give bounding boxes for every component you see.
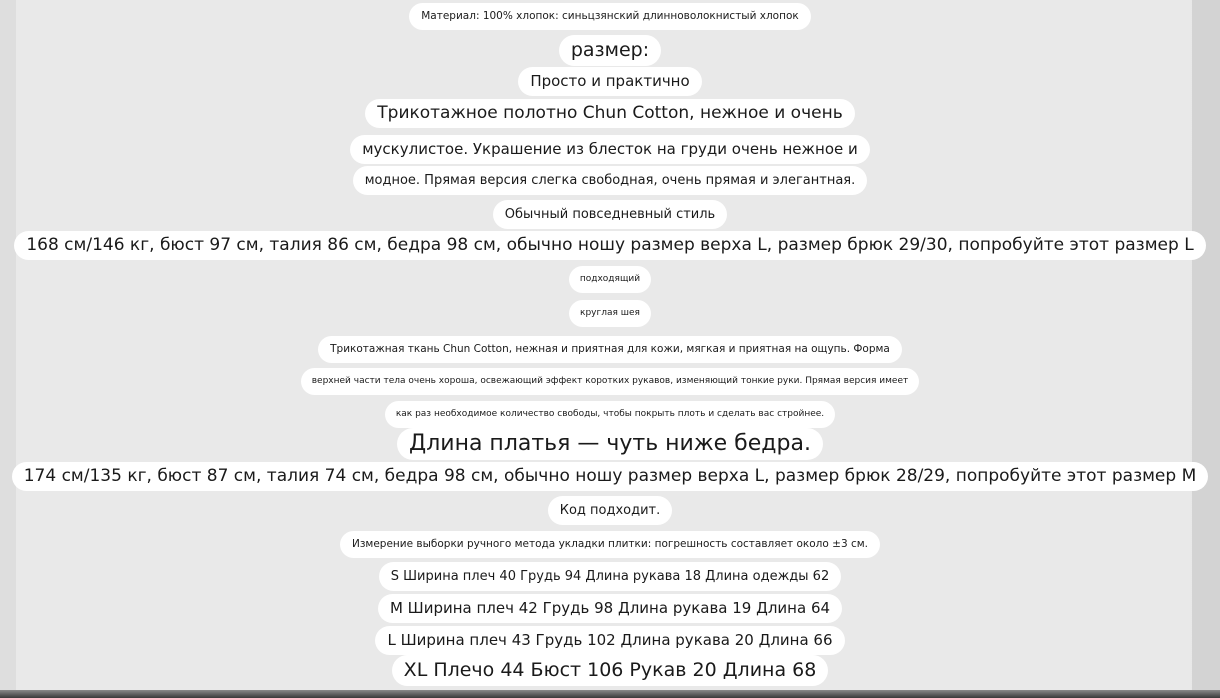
description-line-2: мускулистое. Украшение из блесток на груди очень нежное и [350, 135, 870, 164]
model-2-measurements: 174 см/135 кг, бюст 87 см, талия 74 см, бедра 98 см, обычно ношу размер верха L, размер брюк 28/29, попробуйте этот размер M [12, 462, 1209, 491]
description-line-1: Трикотажное полотно Chun Cotton, нежное и очень [365, 99, 854, 128]
bottom-dark-strip [0, 690, 1220, 698]
style-text: Обычный повседневный стиль [493, 200, 727, 229]
fabric-line-1: Трикотажная ткань Chun Cotton, нежная и приятная для кожи, мягкая и приятная на ощупь. Форма [318, 336, 902, 363]
subtitle-text: Просто и практично [518, 67, 701, 96]
model-1-measurements: 168 см/146 кг, бюст 97 см, талия 86 см, бедра 98 см, обычно ношу размер верха L, размер брюк 29/30, попробуйте этот размер L [14, 231, 1205, 260]
measurement-note: Измерение выборки ручного метода укладки плитки: погрешность составляет около ±3 см. [340, 531, 880, 558]
fit-label: подходящий [569, 266, 651, 293]
fabric-line-2: верхней части тела очень хороша, освежающий эффект коротких рукавов, изменяющий тонкие руки. Прямая версия имеет [301, 368, 920, 395]
size-l-row: L Ширина плеч 43 Грудь 102 Длина рукава 20 Длина 66 [375, 626, 844, 655]
size-xl-row: XL Плечо 44 Бюст 106 Рукав 20 Длина 68 [392, 655, 829, 686]
description-line-3: модное. Прямая версия слегка свободная, очень прямая и элегантная. [353, 166, 868, 195]
size-s-row: S Ширина плеч 40 Грудь 94 Длина рукава 18 Длина одежды 62 [379, 562, 841, 591]
neck-label: круглая шея [569, 300, 651, 327]
fabric-line-3: как раз необходимое количество свободы, чтобы покрыть плоть и сделать вас стройнее. [385, 401, 835, 428]
code-fits-text: Код подходит. [548, 496, 673, 525]
size-heading: размер: [559, 35, 661, 66]
length-text: Длина платья — чуть ниже бедра. [397, 428, 823, 460]
material-text: Материал: 100% хлопок: синьцзянский длинноволокнистый хлопок [409, 3, 811, 30]
size-m-row: M Ширина плеч 42 Грудь 98 Длина рукава 19 Длина 64 [378, 594, 842, 623]
